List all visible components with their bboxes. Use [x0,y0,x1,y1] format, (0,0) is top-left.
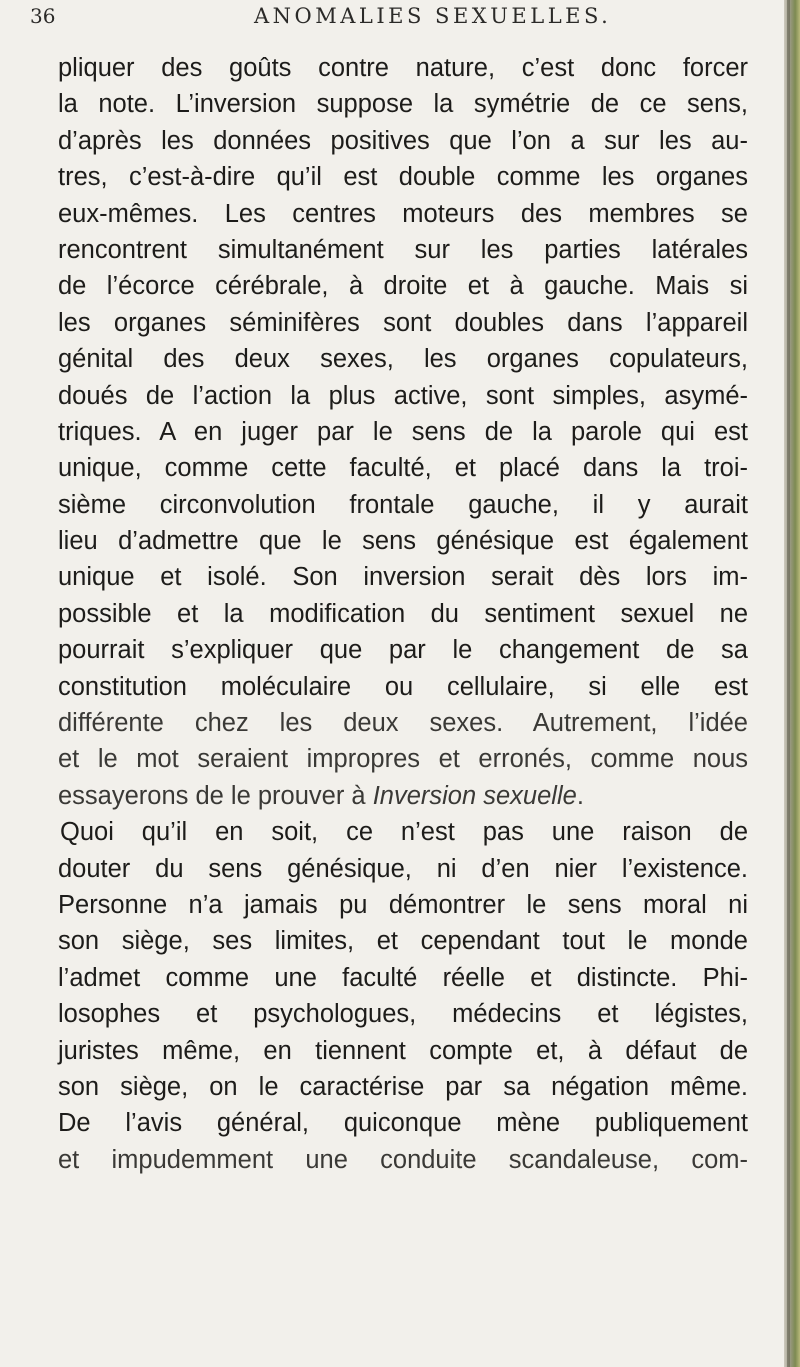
text-line: sième circonvolution frontale gauche, il y aurait [58,490,748,519]
text-line: son siège, on le caractérise par sa négation même. [58,1072,748,1101]
text-line: son siège, ses limites, et cependant tout le monde [58,927,748,956]
text-line: constitution moléculaire ou cellulaire, si elle est [58,672,748,701]
text-line: unique et isolé. Son inversion serait dès lors im- [58,563,748,592]
body-text [58,50,748,1178]
running-title: ANOMALIES SEXUELLES. [254,4,612,28]
text-line: doués de l’action la plus active, sont simples, asymé- [58,381,748,410]
text-line: tres, c’est-à-dire qu’il est double comme les organes [58,163,748,192]
paragraph-start-line: Quoi qu’il en soit, ce n’est pas une raison de [60,818,748,847]
text-line: et impudemment une conduite scandaleuse, com- [58,1145,748,1174]
text-line: d’après les données positives que l’on a sur les au- [58,126,748,155]
text-line: De l’avis général, quiconque mène publiquement [58,1109,748,1138]
text-line: juristes même, en tiennent compte et, à défaut de [58,1036,748,1065]
page-number: 36 [30,4,56,28]
text-line: unique, comme cette faculté, et placé dans la troi- [58,454,748,483]
text-line: eux-mêmes. Les centres moteurs des membres se [58,199,748,228]
text-line: différente chez les deux sexes. Autrement, l’idée [58,709,748,738]
page-binding-shadow [787,0,790,1367]
book-title-italic: Inversion sexuelle [372,781,577,810]
text-line: la note. L’inversion suppose la symétrie de ce sens, [58,90,748,119]
text-line: pliquer des goûts contre nature, c’est donc forcer [58,54,748,82]
text-line: l’admet comme une faculté réelle et distincte. Phi- [58,963,748,992]
text-line: lieu d’admettre que le sens génésique est également [58,527,748,556]
text-line: douter du sens génésique, ni d’en nier l’existence. [58,854,748,883]
text-line: triques. A en juger par le sens de la parole qui est [58,417,748,446]
text-line-with-title [58,778,748,814]
text-line: possible et la modification du sentiment sexuel ne [58,599,748,628]
text-line-after: . [576,781,584,810]
running-header [30,0,750,40]
text-line: de l’écorce cérébrale, à droite et à gauche. Mais si [58,272,748,301]
text-line: losophes et psychologues, médecins et légistes, [58,1000,748,1029]
text-line: rencontrent simultanément sur les parties latérales [58,235,748,264]
text-line: les organes séminifères sont doubles dans l’appareil [58,308,748,337]
text-line: pourrait s’expliquer que par le changement de sa [58,636,748,665]
text-line: et le mot seraient impropres et erronés, comme nous [58,745,748,774]
text-line-before: essayerons de le prouver à [58,781,373,810]
text-line: génital des deux sexes, les organes copulateurs, [58,345,748,374]
text-line: Personne n’a jamais pu démontrer le sens moral ni [58,890,748,919]
